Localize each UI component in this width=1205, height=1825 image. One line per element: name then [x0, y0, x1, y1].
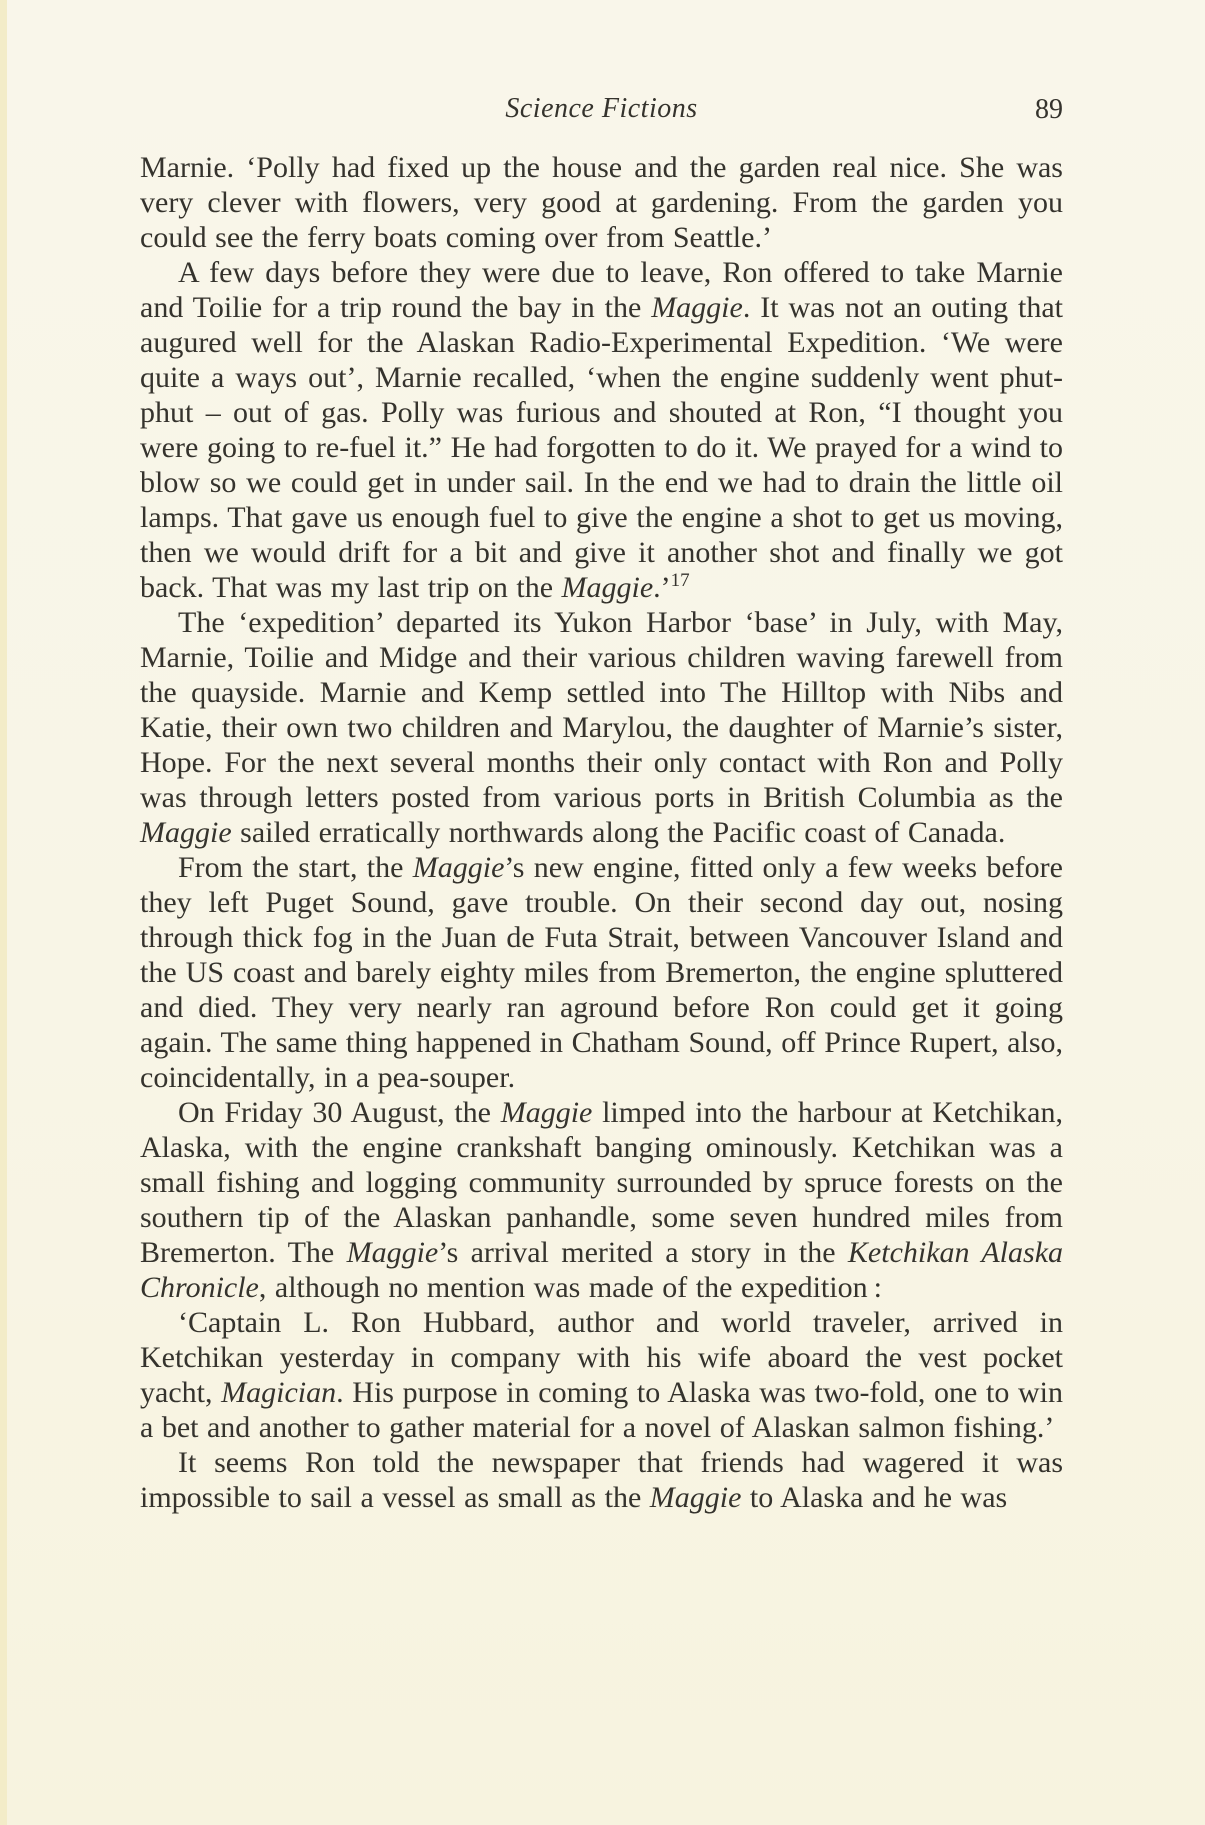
text-run: . It was not an outing that augured well for the Alaskan Radio-Experimental Expedition. ‘We were quite a ways out’, Marnie recalled, ‘when the engine suddenly went phut-phut – out of gas. Polly was furious and shouted at Ron, “I thought you were going to re-fuel it.” He had forgotten to do it. We prayed for a wind to blow so we could get in under sail. In the end we had to drain the little oil lamps. That gave us enough fuel to give the engine a shot to get us moving, then we would drift for a bit and give it another shot and finally we got back. That was my last trip on the [140, 291, 1063, 604]
text-run: to Alaska and he was [741, 1481, 1008, 1514]
text-run: ‘Captain L. Ron Hubbard, author and world traveler, arrived in Ketchikan yesterday in company with his wife aboard the vest pocket yacht, [140, 1306, 1063, 1409]
italic-text: Maggie [412, 851, 505, 884]
text-run: ’s new engine, fitted only a few weeks before they left Puget Sound, gave trouble. On their second day out, nosing through thick fog in the Juan de Futa Strait, between Vancouver Island and the US coast and barely eighty miles from Bremerton, the engine spluttered and died. They very nearly ran aground before Ron could get it going again. The same thing happened in Chatham Sound, off Prince Rupert, also, coincidentally, in a pea-souper. [140, 851, 1063, 1094]
paragraph [140, 605, 1063, 850]
running-title: Science Fictions [505, 93, 698, 124]
text-run: sailed erratically northwards along the Pacific coast of Canada. [231, 816, 1006, 849]
italic-text: Maggie [651, 291, 743, 324]
italic-text: Maggie [346, 1236, 439, 1269]
page-number: 89 [1035, 94, 1063, 125]
text-run: .’ [653, 571, 671, 604]
text-run: limped into the harbour at Ketchikan, Alaska, with the engine crankshaft banging ominously. Ketchikan was a small fishing and logging community surrounded by spruce forests on the southern tip of the Alaskan panhandle, some seven hundred miles from Bremerton. The [140, 1096, 1063, 1269]
italic-text: Maggie [649, 1481, 742, 1514]
italic-text: Maggie [500, 1096, 593, 1129]
page-edge-strip [0, 0, 7, 1825]
text-run: It seems Ron told the newspaper that friends had wagered it was impossible to sail a vessel as small as the [140, 1446, 1063, 1514]
footnote-marker: 17 [670, 570, 690, 591]
text-run: . His purpose in coming to Alaska was two-fold, one to win a bet and another to gather material for a novel of Alaskan salmon fishing.’ [140, 1376, 1063, 1444]
text-run: On Friday 30 August, the [178, 1096, 501, 1129]
paragraph [140, 1305, 1063, 1445]
italic-text: Maggie [140, 816, 232, 849]
italic-text: Maggie [561, 571, 654, 604]
paragraph [140, 850, 1063, 1095]
paragraph [140, 150, 1063, 255]
text-run: Marnie. ‘Polly had fixed up the house and the garden real nice. She was very clever with flowers, very good at gardening. From the garden you could see the ferry boats coming over from Seattle.’ [140, 151, 1063, 254]
text-run: A few days before they were due to leave, Ron offered to take Marnie and Toilie for a trip round the bay in the [140, 256, 1063, 324]
italic-text: Magician [221, 1376, 337, 1409]
paragraph [140, 1445, 1063, 1515]
text-run: ’s arrival merited a story in the [438, 1236, 848, 1269]
page-header [140, 93, 1063, 139]
text-run: , although no mention was made of the expedition : [258, 1271, 882, 1304]
italic-text: Ketchikan Alaska Chronicle [140, 1236, 1064, 1304]
paragraph [140, 255, 1063, 605]
text-run: From the start, the [178, 851, 413, 884]
paragraph [140, 1095, 1063, 1305]
text-run: The ‘expedition’ departed its Yukon Harbor ‘base’ in July, with May, Marnie, Toilie and Midge and their various children waving farewell from the quayside. Marnie and Kemp settled into The Hilltop with Nibs and Katie, their own two children and Marylou, the daughter of Marnie’s sister, Hope. For the next several months their only contact with Ron and Polly was through letters posted from various ports in British Columbia as the [140, 606, 1063, 814]
body-text [140, 150, 1063, 1515]
